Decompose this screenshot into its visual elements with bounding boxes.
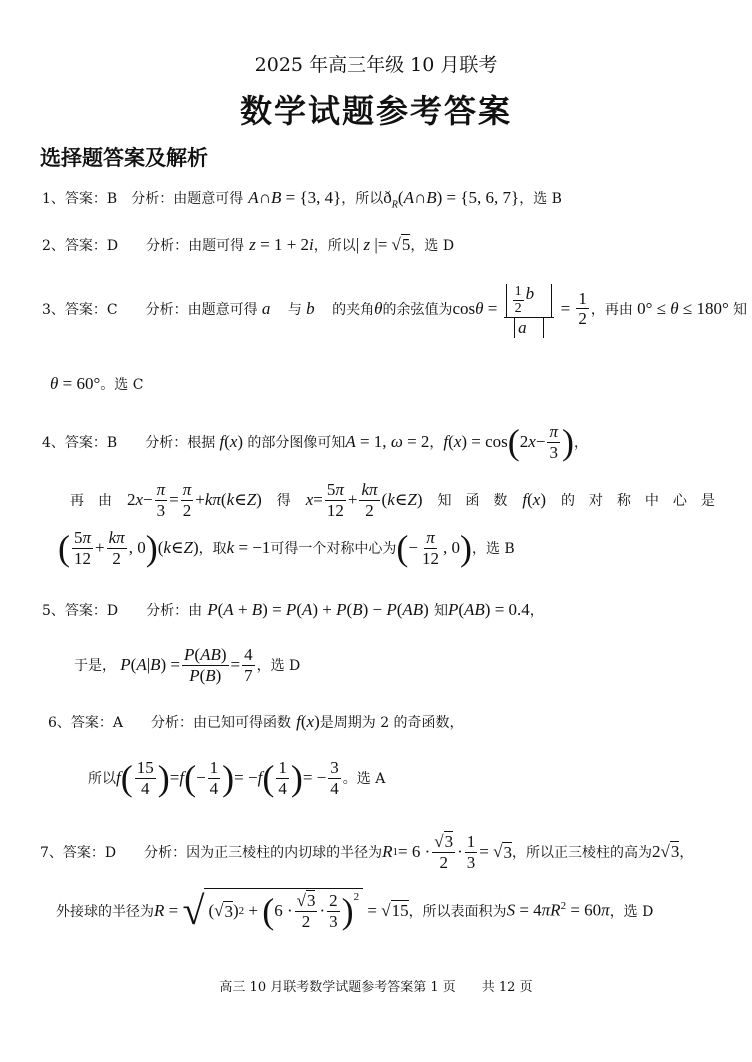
formula: z = 1 + 2i — [249, 235, 314, 254]
answer-4: 4、答案：B 分析： 根据 f(x) 的部分图像可知 A = 1, ω = 2 ， f ( x ) = cos ( 2 x − $\frac{\pi}{3}$ ) ， — [42, 422, 588, 463]
section-heading: 选择题答案及解析 — [40, 145, 208, 170]
formula: P(A + B) = P(A) + P(B) − P(AB) — [207, 600, 429, 619]
answer-4-line-3: ( $\frac{5\pi}{12}$ + $\frac{k\pi}{2}$ , 0 ) ( k ∈ Z ) ，取 k = −1 可得一个对称中心为 ( − $\frac{\pi}{12}$ , 0 ) ，选 B — [58, 528, 515, 569]
vector-b: b⃗ — [301, 298, 333, 318]
answer-1-label: 1、答案：B 分析： — [42, 191, 174, 207]
formula: 0° ≤ θ ≤ 180° — [632, 298, 734, 318]
answer-1: 1、答案：B 分析：由题意可得 A∩B = {3, 4}，所以$ð_R(A\cap B) = \{5$, 6, 7}，选 B — [42, 188, 562, 211]
formula: A∩B = {3, 4} — [248, 188, 342, 207]
formula: f ( x ) = cos ( 2 x − $\frac{\pi}{3}$ ) — [443, 422, 574, 463]
exam-subtitle: 2025 年高三年级 10 月联考 — [254, 54, 498, 76]
formula: R = √ (√ 3 ) 2 + ( 6 · $\frac{√3}{2}$ · $\frac{2}{3}$ ) $^2$ = √ 15 — [154, 887, 409, 933]
formula: θ = 60° — [50, 374, 101, 393]
answer-4-line-2: 再 由 2 x − $\frac{\pi}{3}$ = $\frac{\pi}{2}$ + kπ ( k ∈ Z ) 得 x = $\frac{5\pi}{12}$ + $\frac{k\pi}{2}$ ( k ∈ Z ) 知 函 数 f(x) 的 对 称 中 心 是 — [70, 480, 715, 520]
answer-3-label: 3、答案：C 分析： — [42, 301, 188, 318]
answer-7-label: 7、答案：D 分析： — [40, 845, 187, 862]
formula: x = $\frac{5\pi}{12}$ + $\frac{k\pi}{2}$ ( k ∈ Z ) — [305, 480, 423, 520]
page-footer: 高三 10 月联考数学试题参考答案第 1 页 共 12 页 — [219, 980, 533, 995]
answer-7: 7、答案：D 分析： 因为正三棱柱的内切球的半径为 R 1 = 6 · $\frac{√3}{2}$ · $\frac{1}{3}$ = √ 3 ，所以正三棱柱的高为 2√3 ， — [40, 832, 694, 872]
answer-2-label: 2、答案：D 分析： — [42, 238, 189, 254]
answer-3-conclusion: θ = 60°。选 C — [50, 374, 144, 393]
answer-4-label: 4、答案：B 分析： — [42, 435, 188, 452]
formula: ( $\frac{5\pi}{12}$ + $\frac{k\pi}{2}$ , 0 ) ( k ∈ Z ) — [58, 528, 199, 569]
formula: A = 1, ω = 2 — [345, 432, 430, 452]
answer-5-label: 5、答案：D 分析： — [42, 603, 189, 619]
formula: R 1 = 6 · $\frac{√3}{2}$ · $\frac{1}{3}$ = √ 3 — [382, 832, 512, 872]
formula: P ( A | B ) = $\frac{P(AB)}{P(B)}$ = $\frac{4}{7}$ — [120, 645, 253, 685]
answer-6: 6、答案：A 分析：由已知可得函数 f(x)是周期为 2 的奇函数， — [48, 712, 464, 731]
answer-3: 3、答案：C 分析： 由题意可得 a⃗ 与 b⃗ 的夹角 θ 的余弦值为 cos θ = $\frac{1}{2}$ b⃗ a⃗ = $\frac{1}{2}$ ，再由 0° ≤ θ ≤ 180° 知 — [42, 280, 747, 338]
answer-2: 2、答案：D 分析：由题可得 z = 1 + 2i，所以| z |= √5，选 D — [42, 235, 455, 254]
answer-6-label: 6、答案：A 分析： — [48, 715, 194, 731]
formula: | z |= √5 — [355, 235, 411, 254]
formula: $ð_R(A\cap B) = \{5$, 6, 7} — [383, 188, 520, 211]
formula: ( − $\frac{\pi}{12}$ , 0 ) — [396, 528, 472, 569]
answer-6-line-2: 所以 f ( $\frac{15}{4}$ ) = f ( − $\frac{1}{4}$ ) = − f ( $\frac{1}{4}$ ) = − $\frac{3}{4}$ 。选 A — [88, 758, 386, 799]
page-title: 数学试题参考答案 — [239, 92, 512, 130]
formula: cos θ = $\frac{1}{2}$ b⃗ a⃗ = $\frac{1}{2}$ — [452, 280, 590, 338]
formula: $S = 4\pi R^2 = 60\pi$ — [506, 900, 610, 920]
formula: P(AB) = 0.4 — [447, 600, 530, 619]
formula: f ( $\frac{15}{4}$ ) = f ( − $\frac{1}{4}$ ) = − f ( $\frac{1}{4}$ ) = − $\frac{3}{4}$ — [116, 758, 339, 799]
answer-5: 5、答案：D 分析：由 P(A + B) = P(A) + P(B) − P(AB) 知P(AB) = 0.4， — [42, 600, 544, 619]
answer-5-line-2: 于是， P ( A | B ) = $\frac{P(AB)}{P(B)}$ = $\frac{4}{7}$ ，选 D — [74, 645, 301, 685]
formula: 2 x − $\frac{\pi}{3}$ = $\frac{\pi}{2}$ + kπ ( k ∈ Z ) — [126, 480, 262, 520]
vector-a: a⃗ — [257, 298, 288, 318]
answer-7-line-2: 外接球的半径为 R = √ (√ 3 ) 2 + ( 6 · $\frac{√3}{2}$ · $\frac{2}{3}$ ) $^2$ = √ 15 ，所以表面积为 $S = 4\pi R^2 = 60\pi$ ，选 D — [56, 887, 654, 933]
